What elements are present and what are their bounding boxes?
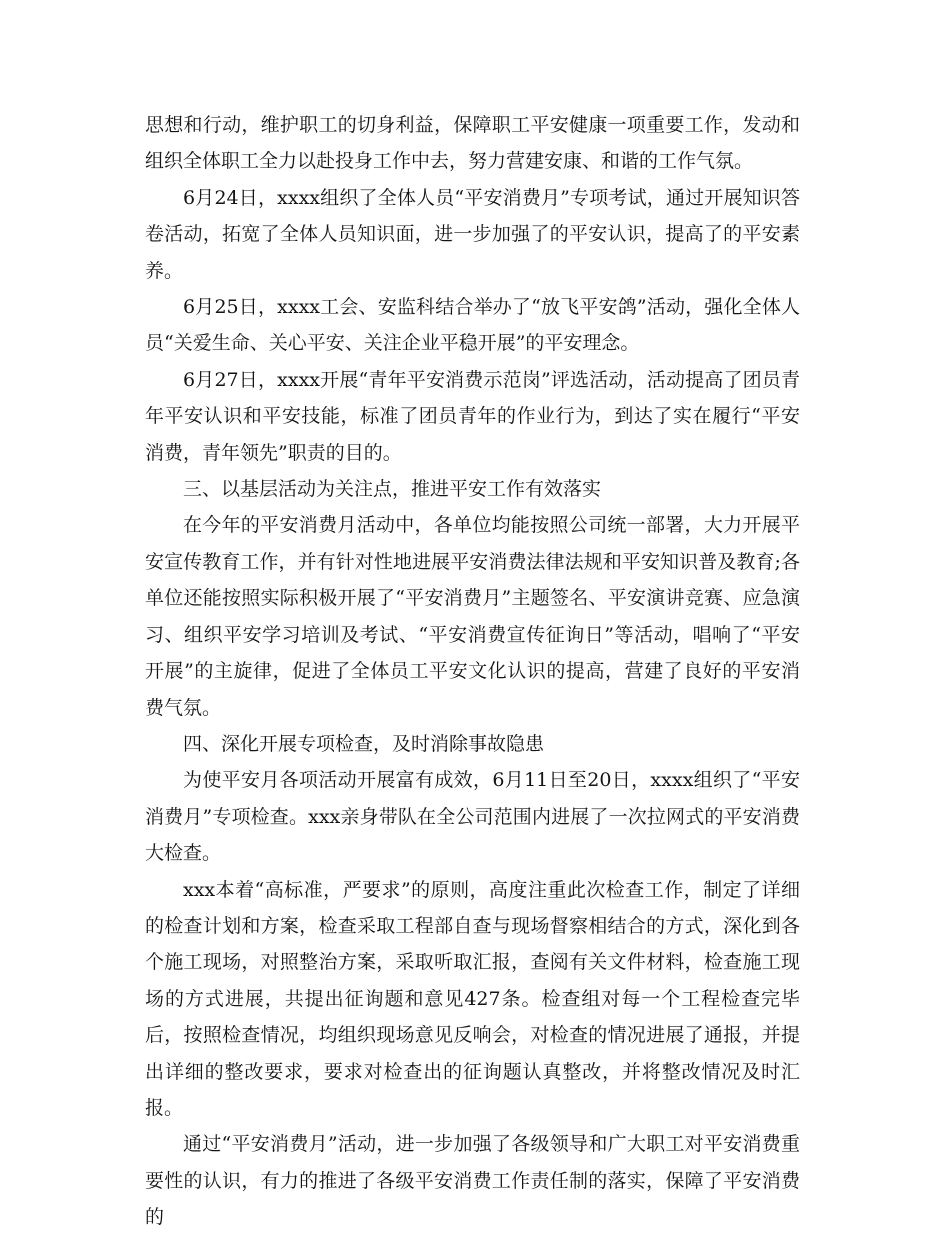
paragraph-8: 通过“平安消费月”活动，进一步加强了各级领导和广大职工对平安消费重要性的认识，有力的推进了各级平安消费工作责任制的落实，保障了平安消费的	[145, 1133, 800, 1229]
section-heading-4: 四、深化开展专项检查，及时消除事故隐患	[183, 732, 545, 755]
paragraph-6: 为使平安月各项活动开展富有成效，6月11日至20日，xxxx组织了“平安消费月”专项检查。xxx亲身带队在全公司范围内进展了一次拉网式的平安消费大检查。	[145, 769, 800, 865]
paragraph-4: 6月27日，xxxx开展“青年平安消费示范岗”评选活动，活动提高了团员青年平安认识和平安技能，标准了团员青年的作业行为，到达了实在履行“平安消费，青年领先”职责的目的。	[145, 368, 800, 464]
paragraph-7: xxx本着“高标准，严要求”的原则，高度注重此次检查工作，制定了详细的检查计划和方案，检查采取工程部自查与现场督察相结合的方式，深化到各个施工现场，对照整治方案，采取听取汇报，查阅有关文件材料，检查施工现场的方式进展，共提出征询题和意见427条。检查组对每一个工程检查完毕后，按照检查情况，均组织现场意见反响会，对检查的情况进展了通报，并提出详细的整改要求，要求对检查出的征询题认真整改，并将整改情况及时汇报。	[145, 878, 800, 1119]
paragraph-3: 6月25日，xxxx工会、安监科结合举办了“放飞平安鸽”活动，强化全体人员“关爱生命、关心平安、关注企业平稳开展”的平安理念。	[145, 296, 800, 355]
paragraph-2: 6月24日，xxxx组织了全体人员“平安消费月”专项考试，通过开展知识答卷活动，拓宽了全体人员知识面，进一步加强了的平安认识，提高了的平安素养。	[145, 186, 800, 282]
paragraph-1: 思想和行动，维护职工的切身利益，保障职工平安健康一项重要工作，发动和组织全体职工全力以赴投身工作中去，努力营建安康、和谐的工作气氛。	[145, 114, 800, 173]
section-heading-3: 三、以基层活动为关注点，推进平安工作有效落实	[183, 478, 602, 501]
paragraph-5: 在今年的平安消费月活动中，各单位均能按照公司统一部署，大力开展平安宣传教育工作，并有针对性地进展平安消费法律法规和平安知识普及教育;各单位还能按照实际积极开展了“平安消费月”主题签名、平安演讲竞赛、应急演习、组织平安学习培训及考试、“平安消费宣传征询日”等活动，唱响了“平安开展”的主旋律，促进了全体员工平安文化认识的提高，营建了良好的平安消费气氛。	[145, 514, 800, 719]
document-body	[145, 107, 800, 1236]
